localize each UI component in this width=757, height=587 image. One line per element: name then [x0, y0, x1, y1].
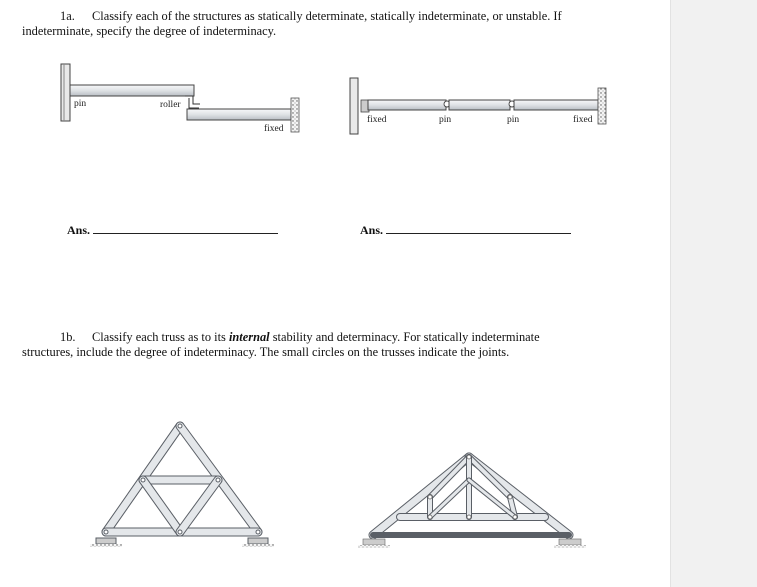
beam-segment-1: [368, 100, 446, 110]
beam-figure-right: [350, 78, 606, 134]
label-pin-1: pin: [439, 115, 452, 125]
problem-1b-emphasis: internal: [228, 330, 270, 344]
answer-1a-left: [67, 223, 278, 238]
problem-1a-text-line2: indeterminate, specify the degree of indeterminacy.: [22, 24, 277, 38]
beam-segment-3: [514, 100, 598, 110]
label-fixed: fixed: [264, 124, 284, 134]
wall-left: [61, 64, 70, 121]
problem-1a-text-line1: Classify each of the structures as statically determinate, statically indeterminate, or unstable. If: [92, 9, 562, 23]
label-fixed-left: fixed: [367, 115, 387, 125]
label-fixed-right: fixed: [573, 115, 593, 125]
beam-segment-2: [449, 100, 510, 110]
wall-right-fig-left: [350, 78, 358, 134]
label-roller: roller: [160, 100, 181, 110]
beam-figure-left: [61, 64, 299, 134]
truss-left: [90, 424, 274, 547]
lower-beam: [187, 109, 291, 120]
upper-beam: [70, 85, 194, 96]
answer-1a-right: [360, 223, 571, 238]
problem-1b-text-b: stability and determinacy. For statically indeterminate: [269, 330, 540, 344]
label-pin: pin: [74, 99, 87, 109]
fixed-wall-left-figure: [291, 98, 299, 132]
problem-1b-text-line2: structures, include the degree of indeterminacy. The small circles on the trusses indicate the joints.: [22, 345, 510, 359]
answer-blank-left[interactable]: [93, 223, 278, 234]
answer-label-left: Ans.: [67, 223, 91, 237]
roller-support: [185, 96, 200, 108]
fixed-wall-right: [598, 88, 606, 124]
problem-1b-text-a: Classify each truss as to its: [92, 330, 229, 344]
answer-label-right: Ans.: [360, 223, 384, 237]
problem-1b-statement: [22, 330, 662, 360]
problem-1a-number: 1a.: [60, 9, 75, 23]
label-pin-2: pin: [507, 115, 520, 125]
side-panel: [670, 0, 757, 587]
answer-blank-right[interactable]: [386, 223, 571, 234]
truss-right: [358, 455, 586, 548]
problem-1b-number: 1b.: [60, 330, 76, 344]
